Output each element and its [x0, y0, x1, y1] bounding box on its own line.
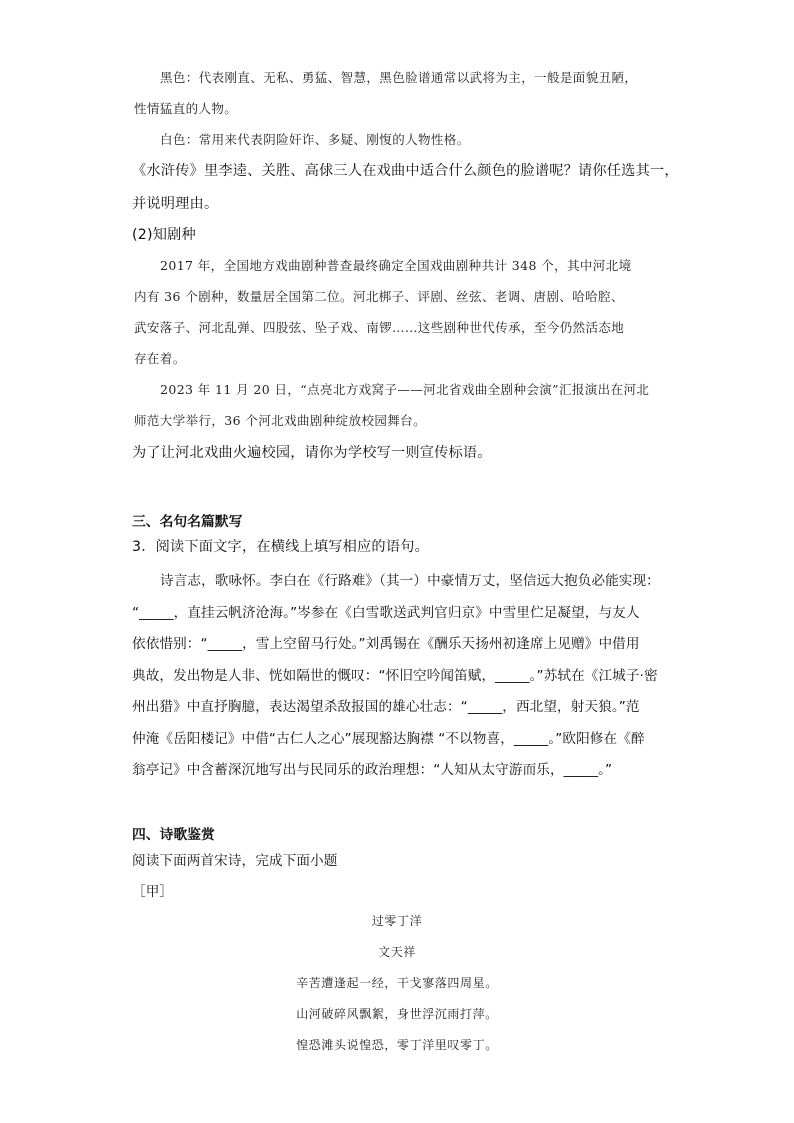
- facial-mask-question-line2: 并说明理由。: [132, 196, 219, 212]
- slogan-task: 为了让河北戏曲火遍校园，请你为学校写一则宣传标语。: [132, 445, 492, 461]
- dictation-text-line: 仲淹《岳阳楼记》中借“古仁人之心”展现豁达胸襟 “不以物喜，_____。”欧阳修在《醉: [132, 731, 645, 747]
- section4-heading: 四、诗歌鉴赏: [132, 827, 215, 843]
- dictation-text-line: 诗言志，歌咏怀。李白在《行路难》（其一）中豪情万丈，坚信远大抱负必能实现：: [160, 573, 660, 589]
- section3-heading: 三、名句名篇默写: [132, 514, 243, 530]
- dictation-text-line: 依依惜别：“_____，雪上空留马行处。”刘禹锡在《酬乐天扬州初逢席上见赠》中借用: [132, 636, 640, 652]
- opera-genre-paragraph1-line3: 武安落子、河北乱弹、四股弦、坠子戏、南锣……这些剧种世代传承，至今仍然活态地: [134, 320, 625, 335]
- dictation-text-line: “_____，直挂云帆济沧海。”岑参在《白雪歌送武判官归京》中雪里伫足凝望，与友人: [132, 605, 640, 621]
- dictation-text-line: 州出猎》中直抒胸臆，表达渴望杀敌报国的雄心壮志：“_____，西北望，射天狼。”范: [132, 699, 640, 715]
- opera-genre-paragraph2-line1: 2023 年 11 月 20 日，“点亮北方戏窝子——河北省戏曲全剧种会演”汇报演出在河北: [160, 382, 650, 397]
- facial-mask-question-line1: 《水浒传》里李逵、关胜、高俅三人在戏曲中适合什么颜色的脸谱呢？请你任选其一，: [132, 163, 679, 179]
- white-color-description: 白色：常用来代表阴险奸诈、多疑、刚愎的人物性格。: [160, 132, 470, 147]
- section3-instruction: 3．阅读下面文字，在横线上填写相应的语句。: [132, 539, 429, 555]
- poem-line: 山河破碎风飘絮，身世浮沉雨打萍。: [296, 1007, 498, 1021]
- black-color-description-line1: 黑色：代表刚直、无私、勇猛、智慧，黑色脸谱通常以武将为主，一般是面貌丑陋，: [160, 70, 638, 85]
- dictation-text-line: 典故，发出物是人非、恍如隔世的慨叹：“怀旧空吟闻笛赋，_____。”苏轼在《江城子·密: [132, 668, 658, 684]
- opera-genre-paragraph2-line2: 师范大学举行，36 个河北戏曲剧种绽放校园舞台。: [134, 413, 426, 428]
- poem-line: 惶恐滩头说惶恐，零丁洋里叹零丁。: [296, 1038, 498, 1052]
- section4-instruction: 阅读下面两首宋诗，完成下面小题: [132, 853, 338, 869]
- dictation-text-line: 翁亭记》中含蓄深沉地写出与民同乐的政治理想：“人知从太守游而乐，_____。”: [132, 762, 613, 778]
- opera-genre-subtitle: (2)知剧种: [132, 227, 196, 243]
- opera-genre-paragraph1-line4: 存在着。: [134, 351, 186, 366]
- opera-genre-paragraph1-line1: 2017 年，全国地方戏曲剧种普查最终确定全国戏曲剧种共计 348 个，其中河北境: [160, 258, 632, 273]
- poem-author: 文天祥: [378, 945, 416, 959]
- opera-genre-paragraph1-line2: 内有 36 个剧种，数量居全国第二位。河北梆子、评剧、丝弦、老调、唐剧、哈哈腔、: [134, 289, 624, 304]
- poem-title: 过零丁洋: [371, 914, 423, 928]
- poem-line: 辛苦遭逢起一经，干戈寥落四周星。: [296, 976, 498, 990]
- black-color-description-line2: 性情猛直的人物。: [134, 101, 238, 116]
- poem-label: ［甲］: [132, 884, 174, 900]
